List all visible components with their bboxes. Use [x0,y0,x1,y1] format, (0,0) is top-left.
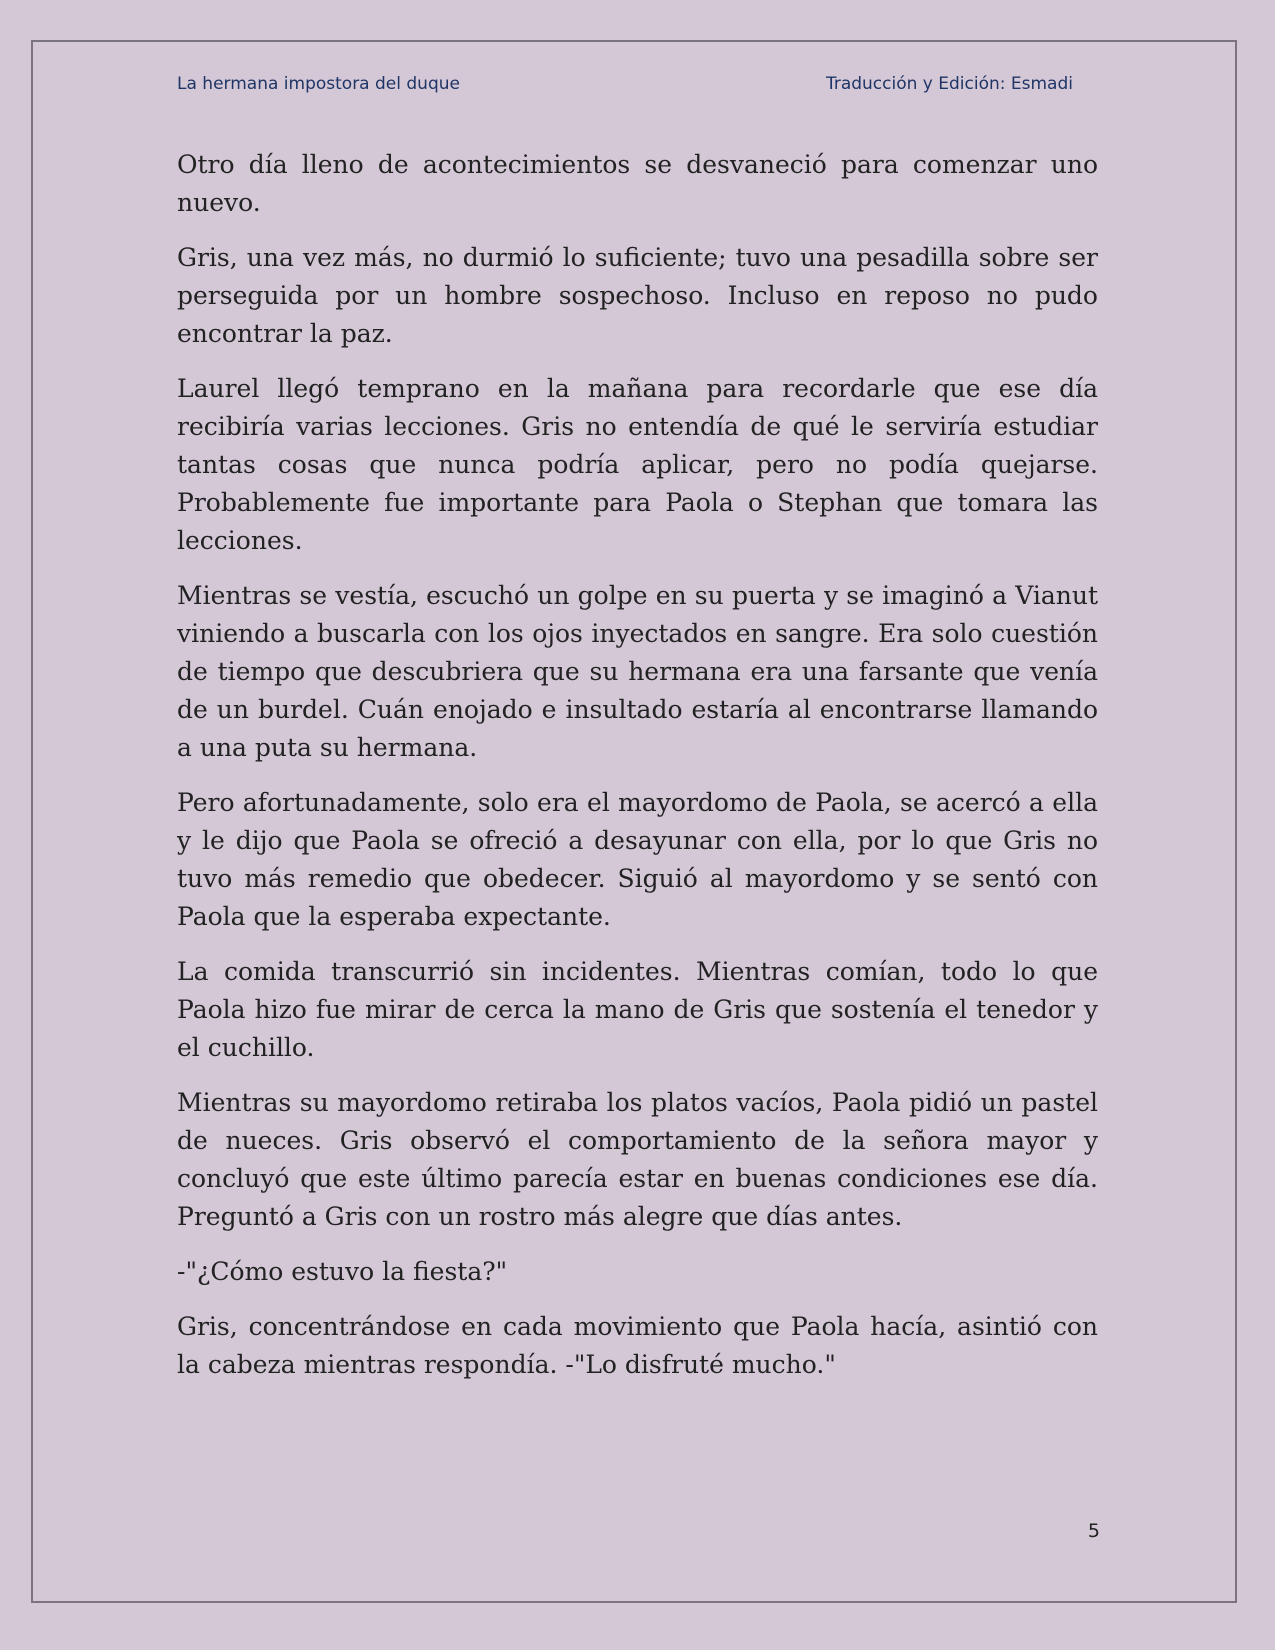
document-body [177,146,1098,1401]
paragraph: -"¿Cómo estuvo la fiesta?" [177,1257,508,1286]
paragraph: Gris, concentrándose en cada movimiento que Paola hacía, asintió con la cabeza mientras respondía. -"Lo disfruté mucho." [177,1312,1098,1379]
paragraph: Pero afortunadamente, solo era el mayordomo de Paola, se acercó a ella y le dijo que Paola se ofreció a desayunar con ella, por lo que Gris no tuvo más remedio que obedecer. Siguió al mayordomo y se sentó con Paola que la esperaba expectante. [177,788,1098,931]
paragraph: Gris, una vez más, no durmió lo suficiente; tuvo una pesadilla sobre ser perseguida por un hombre sospechoso. Incluso en reposo no pudo encontrar la paz. [177,243,1098,348]
paragraph: Laurel llegó temprano en la mañana para recordarle que ese día recibiría varias lecciones. Gris no entendía de qué le serviría estudiar tantas cosas que nunca podría aplicar, pero no podía quejarse. Probablemente fue importante para Paola o Stephan que tomara las lecciones. [177,374,1098,555]
translation-credit: Traducción y Edición: Esmadi [825,74,1073,94]
page-header [177,74,1073,100]
paragraph: Otro día lleno de acontecimientos se desvaneció para comenzar uno nuevo. [177,150,1098,217]
page-number: 5 [1087,1520,1100,1542]
paragraph: Mientras su mayordomo retiraba los platos vacíos, Paola pidió un pastel de nueces. Gris observó el comportamiento de la señora mayor y concluyó que este último parecía estar en buenas condiciones ese día. Preguntó a Gris con un rostro más alegre que días antes. [177,1088,1098,1231]
paragraph: La comida transcurrió sin incidentes. Mientras comían, todo lo que Paola hizo fue mirar de cerca la mano de Gris que sostenía el tenedor y el cuchillo. [177,957,1098,1062]
book-title: La hermana impostora del duque [177,74,460,94]
paragraph: Mientras se vestía, escuchó un golpe en su puerta y se imaginó a Vianut viniendo a buscarla con los ojos inyectados en sangre. Era solo cuestión de tiempo que descubriera que su hermana era una farsante que venía de un burdel. Cuán enojado e insultado estaría al encontrarse llamando a una puta su hermana. [177,581,1098,762]
